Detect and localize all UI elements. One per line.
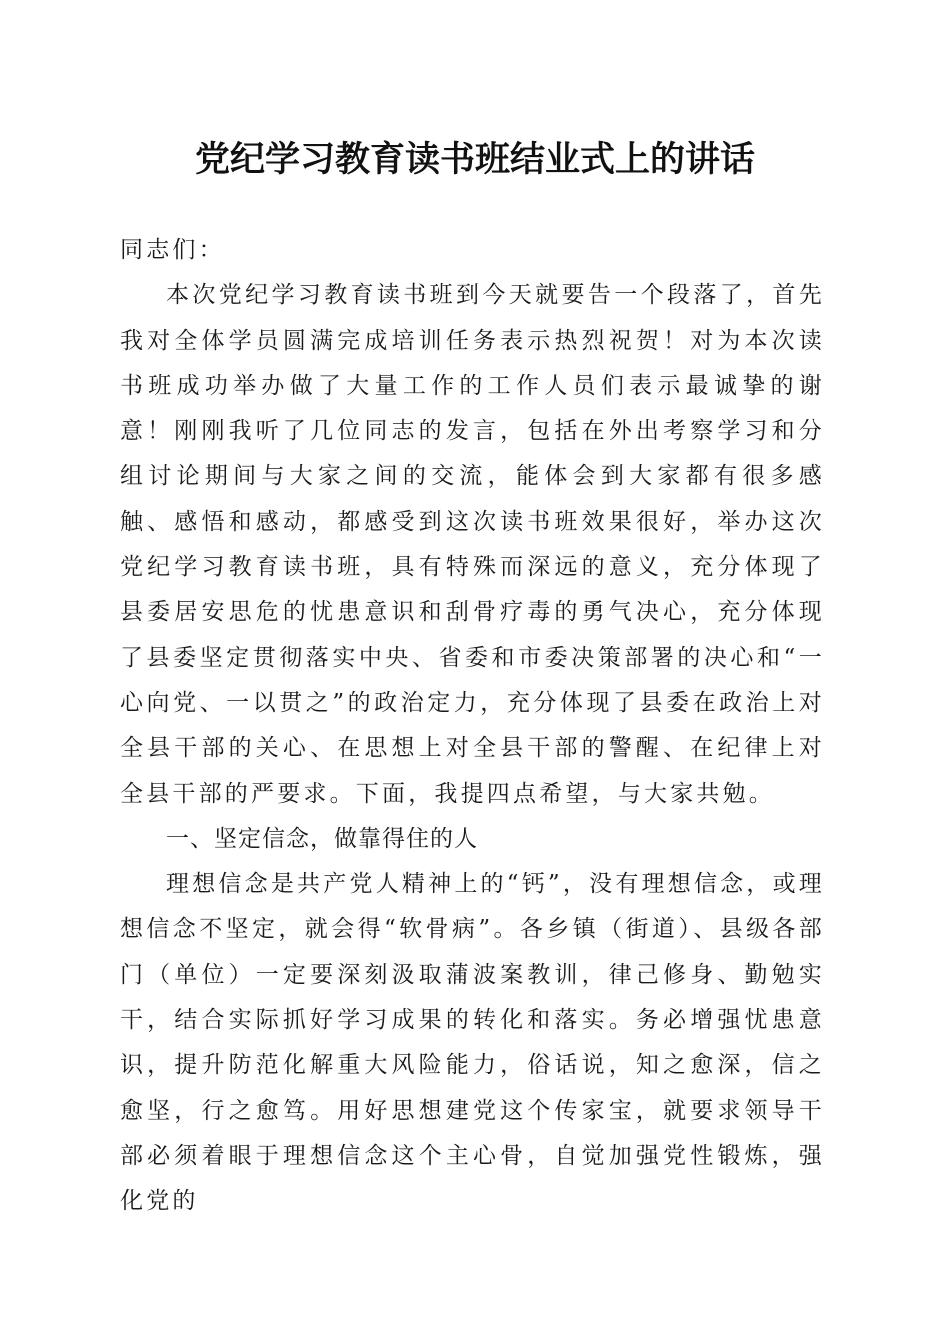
paragraph-section-1: 理想信念是共产党人精神上的“钙”，没有理想信念，或理想信念不坚定，就会得“软骨病”。各乡镇（街道）、县级各部门（单位）一定要深刻汲取蒲波案教训，律己修身、勤勉实干，结合实际抓好学习成果的转化和落实。务必增强忧患意识，提升防范化解重大风险能力，俗话说，知之愈深，信之愈坚，行之愈笃。用好思想建党这个传家宝，就要求领导干部必须着眼于理想信念这个主心骨，自觉加强党性锻炼，强化党的	[120, 871, 825, 1215]
salutation: 同志们：	[120, 237, 225, 263]
document-body	[120, 228, 825, 1225]
section-heading-1: 一、坚定信念，做靠得住的人	[166, 825, 478, 852]
paragraph-intro: 本次党纪学习教育读书班到今天就要告一个段落了，首先我对全体学员圆满完成培训任务表示热烈祝贺！对为本次读书班成功举办做了大量工作的工作人员们表示最诚挚的谢意！刚刚我听了几位同志的发言，包括在外出考察学习和分组讨论期间与大家之间的交流，能体会到大家都有很多感触、感悟和感动，都感受到这次读书班效果很好，举办这次党纪学习教育读书班，具有特殊而深远的意义，充分体现了县委居安思危的忧患意识和刮骨疗毒的勇气决心，充分体现了县委坚定贯彻落实中央、省委和市委决策部署的决心和“一心向党、一以贯之”的政治定力，充分体现了县委在政治上对全县干部的关心、在思想上对全县干部的警醒、在纪律上对全县干部的严要求。下面，我提四点希望，与大家共勉。	[120, 282, 825, 807]
document-title: 党纪学习教育读书班结业式上的讲话	[194, 139, 755, 180]
